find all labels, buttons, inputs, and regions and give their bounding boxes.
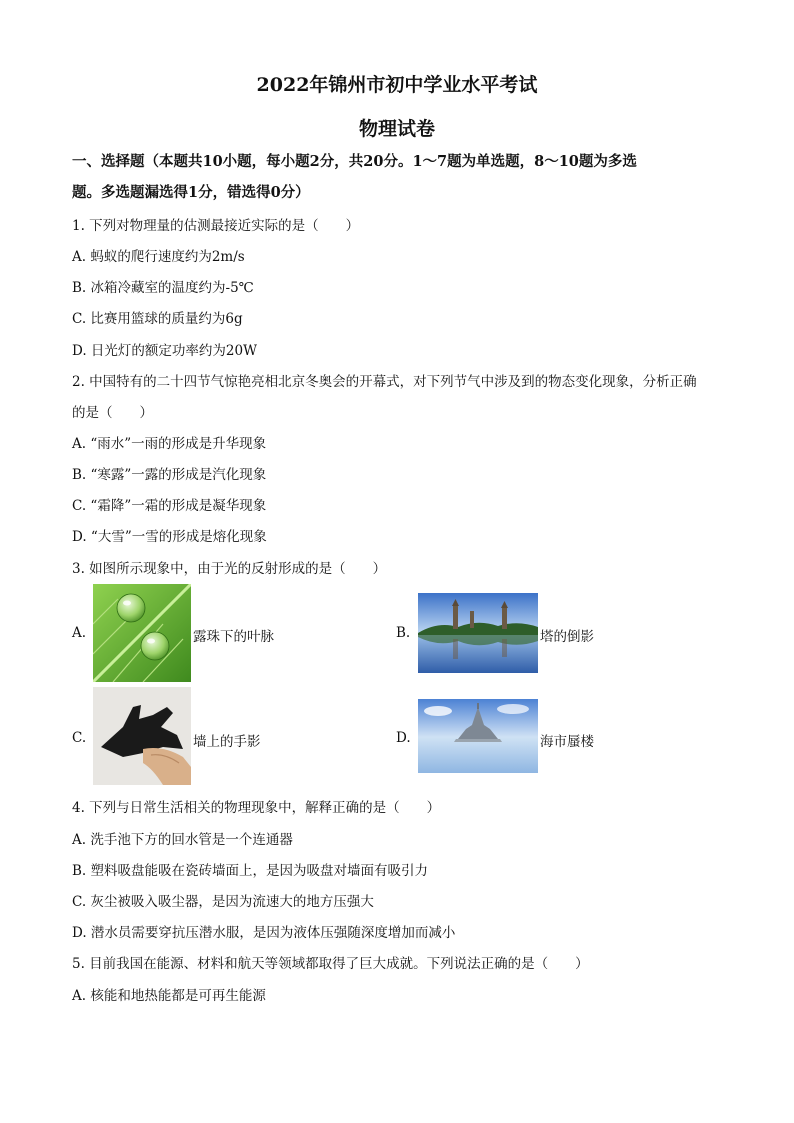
q4-option-d: D. 潜水员需要穿抗压潜水服，是因为液体压强随深度增加而减小 [72,925,456,941]
q3-option-b-label: B. [396,625,411,641]
q2-option-d: D. “大雪”一雪的形成是熔化现象 [72,529,267,545]
q2-stem-line2: 的是（ ） [72,405,153,421]
q1-stem: 1. 下列对物理量的估测最接近实际的是（ ） [72,218,360,234]
section-heading-line1: 一、选择题（本题共10小题，每小题2分，共20分。1～7题为单选题，8～10题为多选 [72,153,637,170]
leaf-dewdrop-image [93,584,191,682]
q2-option-a: A. “雨水”一雨的形成是升华现象 [72,436,267,452]
exam-title: 2022年锦州市初中学业水平考试 [256,74,538,96]
q5-option-a: A. 核能和地热能都是可再生能源 [72,988,266,1004]
q3-option-a-caption: 露珠下的叶脉 [193,629,274,645]
q3-option-d-caption: 海市蜃楼 [540,734,594,750]
q4-option-b: B. 塑料吸盘能吸在瓷砖墙面上，是因为吸盘对墙面有吸引力 [72,863,429,879]
q3-option-d-label: D. [396,730,411,746]
q3-option-c-caption: 墙上的手影 [193,734,261,750]
pagoda-reflection-image [418,593,538,673]
section-heading-line2: 题。多选题漏选得1分，错选得0分） [72,184,310,201]
mirage-image [418,699,538,773]
hand-shadow-image [93,687,191,785]
q2-option-b: B. “寒露”一露的形成是汽化现象 [72,467,267,483]
q1-option-a: A. 蚂蚁的爬行速度约为2m/s [72,249,245,265]
q2-stem-line1: 2. 中国特有的二十四节气惊艳亮相北京冬奥会的开幕式，对下列节气中涉及到的物态变化现象，分析正确 [72,374,697,390]
q3-option-b-caption: 塔的倒影 [540,629,594,645]
q3-option-c-label: C. [72,730,87,746]
q3-option-a-label: A. [72,625,87,641]
q4-stem: 4. 下列与日常生活相关的物理现象中，解释正确的是（ ） [72,800,441,816]
q1-option-c: C. 比赛用篮球的质量约为6g [72,311,243,327]
q3-stem: 3. 如图所示现象中，由于光的反射形成的是（ ） [72,561,387,577]
q4-option-c: C. 灰尘被吸入吸尘器，是因为流速大的地方压强大 [72,894,374,910]
exam-subtitle: 物理试卷 [358,118,435,140]
q2-option-c: C. “霜降”一霜的形成是凝华现象 [72,498,267,514]
q5-stem: 5. 目前我国在能源、材料和航天等领域都取得了巨大成就。下列说法正确的是（ ） [72,956,589,972]
q1-option-b: B. 冰箱冷藏室的温度约为-5℃ [72,280,254,296]
q4-option-a: A. 洗手池下方的回水管是一个连通器 [72,832,293,848]
q1-option-d: D. 日光灯的额定功率约为20W [72,343,257,359]
